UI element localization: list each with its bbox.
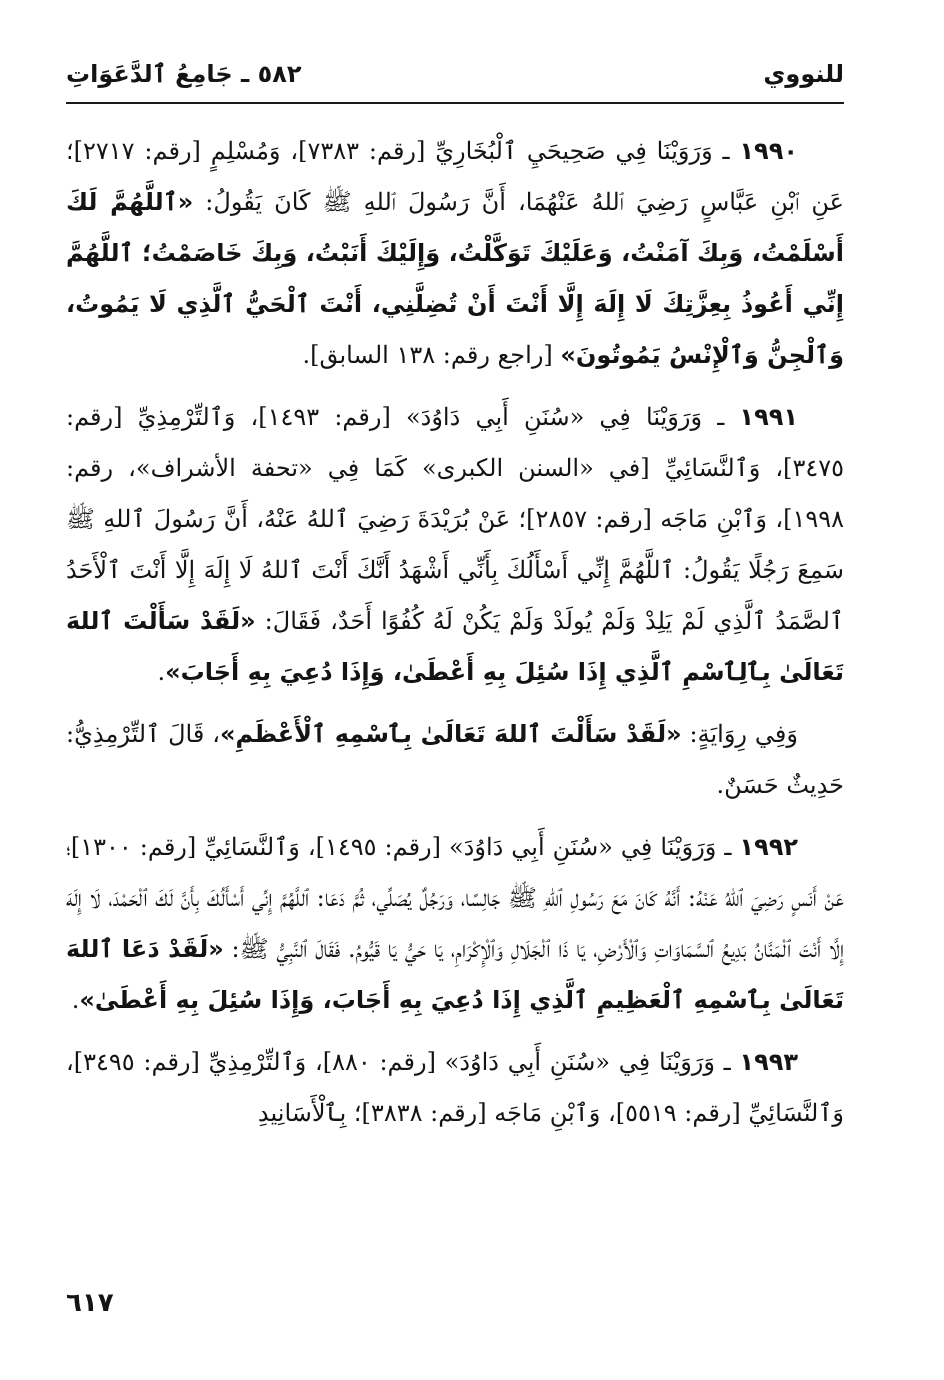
author-name: للنووي (763, 60, 844, 88)
hadith-1992 (66, 822, 844, 1026)
dua-text: «ٱللَّهُمَّ لَكَ أَسْلَمْتُ، وَبِكَ آمَنْتُ، وَعَلَيْكَ تَوَكَّلْتُ، وَإِلَيْكَ أَنَبْتُ، وَبِكَ خَاصَمْتُ؛ ٱللَّهُمَّ إِنِّي أَعُوذُ بِعِزَّتِكَ لَا إِلَهَ إِلَّا أَنْتَ أَنْ تُضِلَّنِي، أَنْتَ ٱلْحَيُّ ٱلَّذِي لَا يَمُوتُ، وَٱلْجِنُّ وَٱلْإِنْسُ يَمُوتُونَ» (66, 188, 844, 369)
dua-text: «لَقَدْ سَأَلْتَ ٱللهَ تَعَالَىٰ بِٱلِٱسْمِ ٱلَّذِي إِذَا سُئِلَ بِهِ أَعْطَىٰ، وَإِذَا دُعِيَ بِهِ أَجَابَ» (66, 607, 844, 686)
hadith-number: ١٩٩٠ (739, 137, 798, 165)
hadith-number: ١٩٩٣ (739, 1048, 799, 1076)
hadith-1991 (66, 392, 844, 698)
header-rule (66, 102, 844, 104)
hadith-1993 (66, 1037, 844, 1139)
page-number: ٦١٧ (66, 1288, 114, 1318)
running-head (66, 52, 844, 96)
hadith-reference: . (71, 986, 80, 1014)
riwaya-intro: وَفِي رِوَايَةٍ: (681, 720, 798, 748)
hadith-text: ـ وَرَوَيْنَا فِي صَحِيحَيِ ٱلْبُخَارِيِّ [رقم: ٧٣٨٣]، وَمُسْلِمٍ [رقم: ٢٧١٧]؛ عَنِ ٱبْنِ عَبَّاسٍ رَضِيَ ٱللهُ عَنْهُمَا، أَنَّ رَسُولَ ٱللهِ ﷺ كَانَ يَقُولُ: (66, 137, 845, 216)
hadith-text: ـ وَرَوَيْنَا فِي «سُنَنِ أَبِي دَاوُدَ» [رقم: ١٤٩٣]، وَٱلتِّرْمِذِيِّ [رقم: ٣٤٧٥]، وَٱلنَّسَائِيِّ [في «السنن الكبرى» كَمَا فِي «تحفة الأشراف»، رقم: ١٩٩٨]، وَٱبْنِ مَاجَه [رقم: ٢٨٥٧]؛ عَنْ بُرَيْدَةَ رَضِيَ ٱللهُ عَنْهُ، أَنَّ رَسُولَ ٱللهِ ﷺ سَمِعَ رَجُلًا يَقُولُ: ٱللَّهُمَّ إِنِّي أَسْأَلُكَ بِأَنِّي أَشْهَدُ أَنَّكَ أَنْتَ ٱللهُ لَا إِلَهَ إِلَّا أَنْتَ ٱلْأَحَدُ ٱلصَّمَدُ ٱلَّذِي لَمْ يَلِدْ وَلَمْ يُولَدْ وَلَمْ يَكُنْ لَهُ كُفُوًا أَحَدٌ، فَقَالَ: (66, 403, 844, 635)
hadith-reference: . (157, 658, 166, 686)
riwaya-paragraph (66, 709, 844, 811)
page-reference: ٥٨٢ ـ جَامِعُ ٱلدَّعَوَاتِ (66, 60, 302, 88)
hadith-text: ـ وَرَوَيْنَا فِي «سُنَنِ أَبِي دَاوُدَ» [رقم: ٨٨٠]، وَٱلتِّرْمِذِيِّ [رقم: ٣٤٩٥]، وَٱلنَّسَائِيِّ [رقم: ٥٥١٩]، وَٱبْنِ مَاجَه [رقم: ٣٨٣٨]؛ بِٱلْأَسَانِيدِ (66, 1048, 844, 1127)
hadith-reference: [راجع رقم: ١٣٨ السابق]. (302, 341, 561, 369)
dua-text: «لَقَدْ دَعَا ٱللهَ تَعَالَىٰ بِٱسْمِهِ ٱلْعَظِيمِ ٱلَّذِي إِذَا دُعِيَ بِهِ أَجَابَ، وَإِذَا سُئِلَ بِهِ أَعْطَىٰ» (66, 935, 844, 1014)
hadith-text: ـ وَرَوَيْنَا فِي «سُنَنِ أَبِي دَاوُدَ» [رقم: ١٤٩٥]، وَٱلنَّسَائِيِّ [رقم: ١٣٠٠]؛ عَنْ أَنَسٍ رَضِيَ ٱللهُ عَنْهُ: أَنَّهُ كَانَ مَعَ رَسُولِ ٱللهِ ﷺ جَالِسًا، وَرَجُلٌ يُصَلِّي، ثُمَّ دَعَا: ٱللَّهُمَّ إِنِّي أَسْأَلُكَ بِأَنَّ لَكَ ٱلْحَمْدَ، لَا إِلَهَ إِلَّا أَنْتَ ٱلْمَنَّانُ بَدِيعُ ٱلسَّمَاوَاتِ وَٱلْأَرْضِ، يَا ذَا ٱلْجَلَالِ وَٱلْإِكْرَامِ، يَا حَيُّ يَا قَيُّومُ. فَقَالَ ٱلنَّبِيُّ ﷺ: (66, 833, 845, 963)
hadith-1990 (66, 126, 844, 381)
body-text (66, 126, 844, 1139)
book-page (66, 52, 844, 1150)
grading-text: ، قَالَ ٱلتِّرْمِذِيُّ: حَدِيثٌ حَسَنٌ. (66, 720, 844, 799)
dua-text: «لَقَدْ سَأَلْتَ ٱللهَ تَعَالَىٰ بِٱسْمِهِ ٱلْأَعْظَمِ» (220, 720, 682, 748)
hadith-number: ١٩٩١ (739, 403, 799, 431)
hadith-number: ١٩٩٢ (739, 833, 799, 861)
